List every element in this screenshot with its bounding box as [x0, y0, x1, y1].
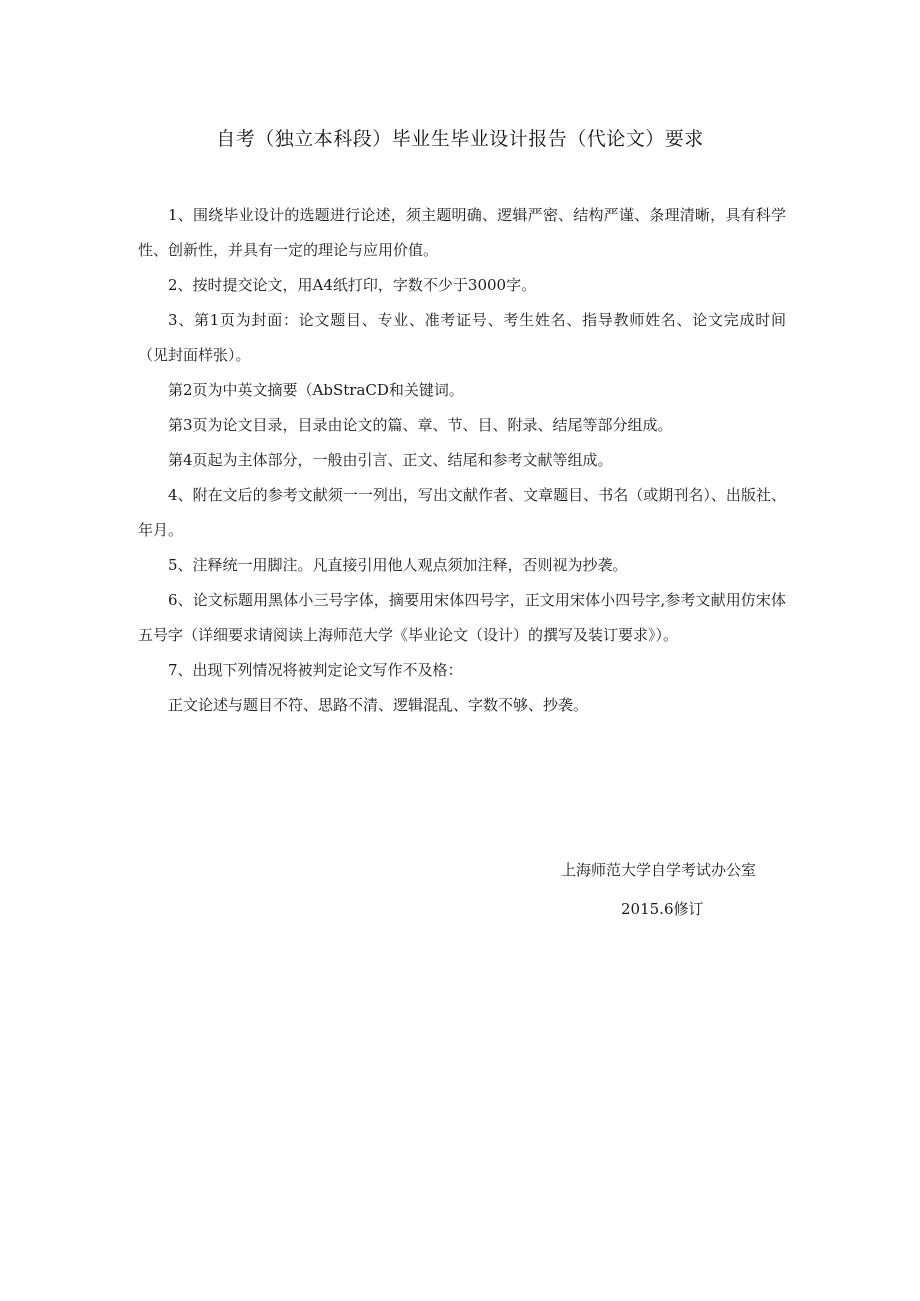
- paragraph-1: 1、围绕毕业设计的选题进行论述，须主题明确、逻辑严密、结构严谨、条理清晰，具有科学性、创新性，并具有一定的理论与应用价值。: [138, 206, 786, 259]
- paragraph-7a: 正文论述与题目不符、思路不清、逻辑混乱、字数不够、抄袭。: [168, 696, 589, 714]
- paragraph-3a: 第2页为中英文摘要（AbStraCD和关键词。: [168, 381, 464, 399]
- paragraph-3c: 第4页起为主体部分，一般由引言、正文、结尾和参考文献等组成。: [168, 451, 613, 469]
- signature-date: 2015.6修订: [621, 900, 704, 918]
- paragraph-2: 2、按时提交论文，用A4纸打印，字数不少于3000字。: [168, 276, 537, 294]
- signature-organization: 上海师范大学自学考试办公室: [561, 861, 757, 879]
- paragraph-3: 3、第1页为封面：论文题目、专业、准考证号、考生姓名、指导教师姓名、论文完成时间（见封面样张）。: [138, 311, 786, 364]
- paragraph-6: 6、论文标题用黑体小三号字体，摘要用宋体四号字，正文用宋体小四号字,参考文献用仿宋体五号字（详细要求请阅读上海师范大学《毕业论文（设计）的撰写及装订要求》）。: [138, 591, 786, 644]
- paragraph-5: 5、注释统一用脚注。凡直接引用他人观点须加注释，否则视为抄袭。: [168, 556, 628, 574]
- document-body: [138, 198, 786, 723]
- document-title: 自考（独立本科段）毕业生毕业设计报告（代论文）要求: [216, 128, 704, 150]
- paragraph-3b: 第3页为论文目录，目录由论文的篇、章、节、目、附录、结尾等部分组成。: [168, 416, 673, 434]
- paragraph-4: 4、附在文后的参考文献须一一列出，写出文献作者、文章题目、书名（或期刊名）、出版社、年月。: [138, 486, 786, 539]
- paragraph-7: 7、出现下列情况将被判定论文写作不及格：: [168, 661, 463, 679]
